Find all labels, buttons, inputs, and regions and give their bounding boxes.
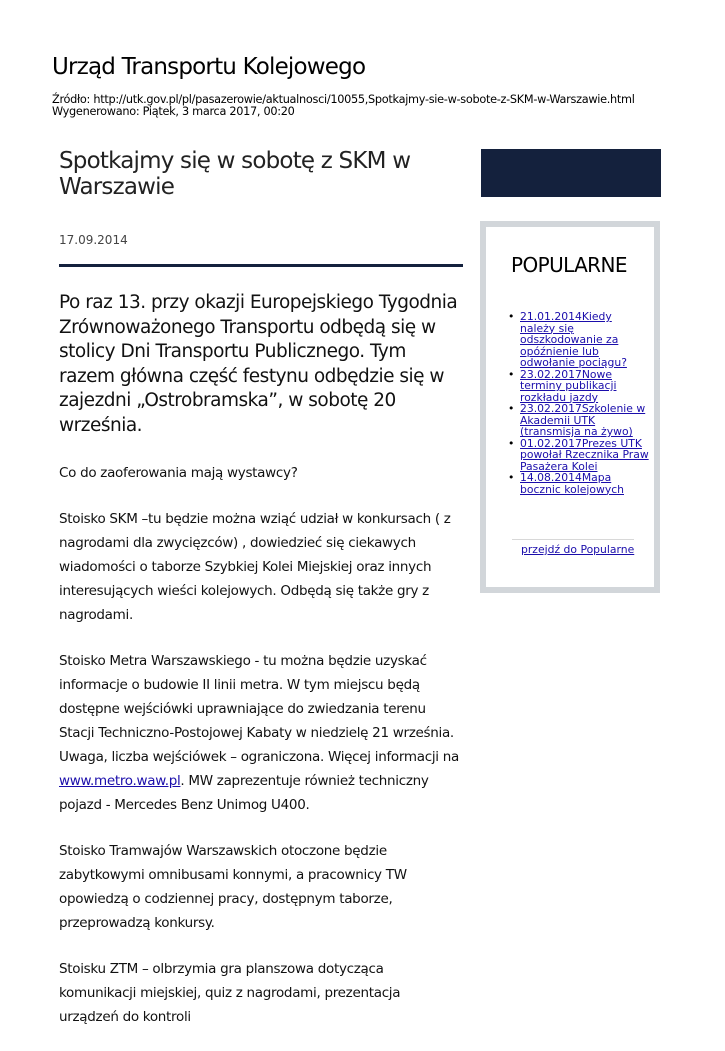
paragraph <box>59 649 463 817</box>
bullet: • <box>508 471 515 484</box>
popular-box <box>480 221 660 593</box>
article-title: Spotkajmy się w sobotę z SKM w Warszawie <box>59 148 411 200</box>
paragraph: Co do zaoferowania mają wystawcy? <box>59 465 298 481</box>
popular-link[interactable]: 23.02.2017Szkolenie w Akademii UTK (transmisja na żywo) <box>520 402 646 438</box>
paragraph-text: . MW zaprezentuje również techniczny pojazd - Mercedes Benz Unimog U400. <box>59 773 429 813</box>
list-item <box>508 403 650 438</box>
article <box>59 148 464 1025</box>
popular-divider <box>512 539 634 540</box>
bullet: • <box>508 367 515 381</box>
list-item <box>508 311 650 369</box>
popular-link[interactable]: 01.02.2017Prezes UTK powołał Rzecznika Praw Pasażera Kolei <box>520 436 649 473</box>
metro-link[interactable]: www.metro.waw.pl <box>59 773 181 789</box>
sidebar-banner <box>481 149 661 197</box>
article-lead: Po raz 13. przy okazji Europejskiego Tygodnia Zrównoważonego Transportu odbędą się w stolicy Dni Transportu Publicznego. Tym razem główna część festynu odbędzie się w zajezdni „Ostrobramska”, w sobotę 20 września. <box>59 292 458 436</box>
paragraph: Stoisko Tramwajów Warszawskich otoczone będzie zabytkowymi omnibusami konnymi, a pracownicy TW opowiedzą o codziennej pracy, dostępnym taborze, przeprowadzą konkursy. <box>59 843 407 931</box>
popular-title: POPULARNE <box>511 253 627 277</box>
title-divider <box>59 264 463 267</box>
article-body <box>59 461 463 1051</box>
paragraph-text: Stoisko Metra Warszawskiego - tu można będzie uzyskać informacje o budowie II linii metra. W tym miejscu będą dostępne wejściówki uprawniające do zwiedzania terenu Stacji Techniczno-Postojowej Kabaty w niedzielę 21 września. Uwaga, liczba wejściówek – ograniczona. Więcej informacji na <box>59 653 459 765</box>
popular-more-link[interactable]: przejdź do Popularne <box>521 543 635 556</box>
list-item <box>508 369 650 404</box>
popular-list <box>508 311 650 495</box>
popular-link[interactable]: 23.02.2017Nowe terminy publikacji rozkładu jazdy <box>520 367 617 404</box>
bullet: • <box>508 436 515 450</box>
print-meta <box>52 94 635 118</box>
article-date: 17.09.2014 <box>59 233 128 247</box>
list-item <box>508 438 650 473</box>
paragraph: Stoisku ZTM – olbrzymia gra planszowa dotycząca komunikacji miejskiej, quiz z nagrodami, prezentacja urządzeń do kontroli <box>59 961 401 1025</box>
bullet: • <box>508 310 515 323</box>
bullet: • <box>508 402 515 415</box>
generated-date: Wygenerowano: Piątek, 3 marca 2017, 00:20 <box>52 105 295 118</box>
paragraph: Stoisko SKM –tu będzie można wziąć udział w konkursach ( z nagrodami dla zwycięzców) , dowiedzieć się ciekawych wiadomości o taborze Szybkiej Kolei Miejskiej oraz innych interesujących wieści kolejowych. Odbędą się także gry z nagrodami. <box>59 511 451 623</box>
list-item <box>508 472 650 495</box>
source-url: Źródło: http://utk.gov.pl/pl/pasazerowie/aktualnosci/10055,Spotkajmy-sie-w-sobote-z-SKM-w-Warszawie.html <box>52 93 635 106</box>
popular-link[interactable]: 21.01.2014Kiedy należy się odszkodowanie za opóźnienie lub odwołanie pociągu? <box>520 310 627 369</box>
site-title: Urząd Transportu Kolejowego <box>52 54 366 80</box>
popular-link[interactable]: 14.08.2014Mapa bocznic kolejowych <box>520 471 624 496</box>
